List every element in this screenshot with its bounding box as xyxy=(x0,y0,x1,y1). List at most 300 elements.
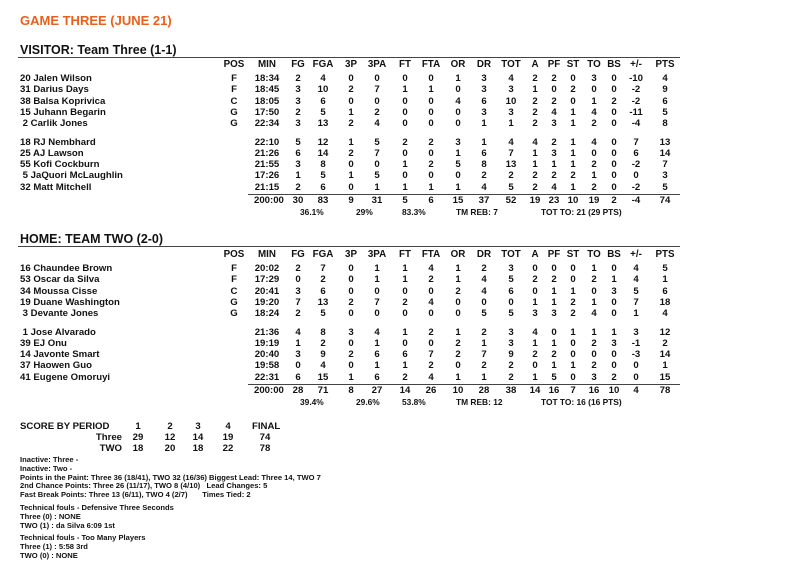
column-header: FTA xyxy=(421,249,441,260)
stat-cell: 0 xyxy=(374,159,380,171)
column-header: POS xyxy=(223,59,245,70)
stat-cell: 4 xyxy=(662,73,668,84)
stat-cell: 3 xyxy=(295,84,301,96)
stat-cell: 5 xyxy=(662,263,668,274)
note-line: Inactive: Three - xyxy=(20,455,79,464)
stat-cell: 1 xyxy=(551,360,557,372)
stat-cell: 0 xyxy=(591,349,597,361)
note-line: Three (0) : NONE xyxy=(20,511,81,521)
stat-cell: 1 xyxy=(481,371,487,383)
stat-cell: 3 xyxy=(295,349,301,361)
stat-cell: 0 xyxy=(428,308,434,320)
stat-cell: 1 xyxy=(374,181,380,193)
total-cell: 5 xyxy=(402,195,408,206)
bench-row xyxy=(0,372,800,384)
note-line: Technical fouls - Defensive Three Seconds xyxy=(20,502,174,512)
stat-cell: 8 xyxy=(662,118,668,130)
stat-cell: 6 xyxy=(295,371,301,383)
ft-percentage: 83.3% xyxy=(402,207,426,217)
stat-cell: 5 xyxy=(481,308,487,320)
stat-cell: 1 xyxy=(402,263,408,274)
stat-cell: 0 xyxy=(633,371,639,383)
stat-cell: 1 xyxy=(455,147,461,159)
starter-row xyxy=(0,96,800,108)
column-header: A xyxy=(531,249,539,260)
stat-cell: 1 xyxy=(428,181,434,193)
stat-cell: 7 xyxy=(374,147,380,159)
column-header: PTS xyxy=(655,249,675,260)
player-name: 20 Jalen Wilson xyxy=(20,73,92,84)
stat-cell: 0 xyxy=(402,285,408,297)
stat-cell: 2 xyxy=(570,296,576,308)
stat-cell: 10 xyxy=(505,95,517,107)
stat-cell: 4 xyxy=(591,308,597,320)
total-cell: 28 xyxy=(292,385,304,396)
bench-row xyxy=(0,327,800,339)
stat-cell: 2 xyxy=(611,95,617,107)
stat-cell: 1 xyxy=(551,296,557,308)
period-score: 12 xyxy=(164,432,176,443)
stat-cell: 3 xyxy=(295,95,301,107)
stat-cell: 2 xyxy=(320,337,326,349)
period-score: 20 xyxy=(164,442,176,454)
total-cell: 7 xyxy=(570,385,576,396)
stat-cell: 2 xyxy=(591,274,597,286)
stat-cell: 0 xyxy=(455,360,461,372)
stat-cell: 4 xyxy=(508,73,514,84)
period-score: 29 xyxy=(132,432,144,443)
stat-cell: 2 xyxy=(374,106,380,118)
stat-cell: 0 xyxy=(295,360,301,372)
stat-cell: 2 xyxy=(348,84,354,96)
starter-row xyxy=(0,73,800,85)
stat-cell: -2 xyxy=(631,159,641,171)
stat-cell: 5 xyxy=(662,181,668,193)
stat-cell: 0 xyxy=(402,170,408,182)
stat-cell: 1 xyxy=(570,159,576,171)
player-name: 53 Oscar da Silva xyxy=(20,274,100,286)
stat-cell: 2 xyxy=(481,170,487,182)
stat-cell: 0 xyxy=(570,337,576,349)
period-header: 4 xyxy=(225,421,231,432)
column-header: DR xyxy=(476,59,492,70)
stat-cell: 0 xyxy=(570,274,576,286)
stat-cell: 7 xyxy=(374,84,380,96)
stat-cell: 13 xyxy=(317,296,329,308)
player-name: 31 Darius Days xyxy=(20,84,89,96)
stat-cell: 1 xyxy=(532,159,538,171)
column-header: FT xyxy=(399,249,411,260)
game-notes xyxy=(20,456,321,561)
stat-cell: -3 xyxy=(631,349,641,361)
stat-cell: C xyxy=(230,285,238,297)
stat-cell: 1 xyxy=(662,274,668,286)
starter-row xyxy=(0,84,800,96)
column-header-row xyxy=(0,59,800,71)
stat-cell: 0 xyxy=(374,285,380,297)
stat-cell: 7 xyxy=(374,296,380,308)
stat-cell: 1 xyxy=(532,84,538,96)
bench-row xyxy=(0,338,800,350)
column-header: MIN xyxy=(258,59,276,70)
stat-cell: 4 xyxy=(428,296,434,308)
starter-row xyxy=(0,263,800,275)
stat-cell: 0 xyxy=(611,147,617,159)
stat-cell: 2 xyxy=(551,274,557,286)
ft-percentage: 53.8% xyxy=(402,397,426,407)
score-team-name: Three xyxy=(95,432,122,443)
stat-cell: 1 xyxy=(591,170,597,182)
stat-cell: 0 xyxy=(611,181,617,193)
stat-cell: 6 xyxy=(481,95,487,107)
player-name: 55 Kofi Cockburn xyxy=(20,159,100,171)
stat-cell: 6 xyxy=(320,95,326,107)
stat-cell: 4 xyxy=(374,326,380,338)
stat-cell: 1 xyxy=(455,263,461,274)
player-name: 15 Juhann Begarin xyxy=(20,106,106,118)
stat-cell: 9 xyxy=(662,84,668,96)
stat-cell: 0 xyxy=(633,170,639,182)
period-score: 14 xyxy=(192,432,204,443)
stat-cell: 4 xyxy=(551,106,557,118)
stat-cell: 4 xyxy=(633,263,639,274)
stat-cell: 1 xyxy=(428,84,434,96)
stat-cell: 12 xyxy=(659,326,671,338)
stat-cell: 0 xyxy=(611,170,617,182)
stat-cell: F xyxy=(231,73,237,84)
stat-cell: 1 xyxy=(455,274,461,286)
column-header: PF xyxy=(547,249,561,260)
stat-cell: 1 xyxy=(348,106,354,118)
visitor-heading: VISITOR: Team Three (1-1) xyxy=(20,43,177,57)
total-turnovers: TOT TO: 21 (29 PTS) xyxy=(541,207,622,217)
final-score: 74 xyxy=(259,432,271,443)
stat-cell: 2 xyxy=(551,136,557,148)
stat-cell: 2 xyxy=(481,326,487,338)
stat-cell: 2 xyxy=(662,337,668,349)
stat-cell: 1 xyxy=(591,263,597,274)
fg-percentage: 39.4% xyxy=(300,397,324,407)
column-header: +/- xyxy=(630,59,642,70)
stat-cell: 1 xyxy=(348,371,354,383)
stat-cell: 2 xyxy=(428,360,434,372)
stat-cell: 7 xyxy=(633,136,639,148)
stat-cell: 2 xyxy=(591,181,597,193)
total-cell: 16 xyxy=(548,385,560,396)
stat-cell: 0 xyxy=(611,84,617,96)
stat-cell: 7 xyxy=(295,296,301,308)
total-cell: 52 xyxy=(505,195,517,206)
stat-cell: 0 xyxy=(570,371,576,383)
note-line: 2nd Chance Points: Three 26 (11/17), TWO 8 (4/10) Lead Changes: 5 xyxy=(20,481,268,491)
stat-cell: 2 xyxy=(532,274,538,286)
total-cell: 27 xyxy=(371,385,383,396)
period-score: 22 xyxy=(222,442,234,454)
stat-cell: 7 xyxy=(481,349,487,361)
stat-cell: 6 xyxy=(508,285,514,297)
stat-cell: 0 xyxy=(348,337,354,349)
team-rebounds: TM REB: 12 xyxy=(456,397,503,407)
stat-cell: 6 xyxy=(374,349,380,361)
stat-cell: 0 xyxy=(428,337,434,349)
stat-cell: 0 xyxy=(402,73,408,84)
total-cell: 10 xyxy=(567,195,579,206)
stat-cell: 3 xyxy=(662,170,668,182)
total-cell: 4 xyxy=(633,385,639,396)
total-cell: -4 xyxy=(631,195,641,206)
total-cell: 15 xyxy=(452,195,464,206)
stat-cell: -2 xyxy=(631,181,641,193)
stat-cell: 2 xyxy=(295,308,301,320)
total-cell: 6 xyxy=(428,195,434,206)
stat-cell: 1 xyxy=(570,181,576,193)
stat-cell: 0 xyxy=(508,296,514,308)
stat-cell: 5 xyxy=(320,308,326,320)
total-cell: 26 xyxy=(425,385,437,396)
column-header: 3PA xyxy=(367,249,387,260)
total-cell: 14 xyxy=(399,385,411,396)
player-name: 1 Jose Alvarado xyxy=(20,326,96,338)
stat-cell: 2 xyxy=(428,326,434,338)
total-cell: 14 xyxy=(529,385,541,396)
stat-cell: 2 xyxy=(428,274,434,286)
stat-cell: 2 xyxy=(508,170,514,182)
stat-cell: 0 xyxy=(295,274,301,286)
total-cell: 200:00 xyxy=(254,195,284,206)
stat-cell: 4 xyxy=(428,371,434,383)
stat-cell: 0 xyxy=(428,285,434,297)
stat-cell: 4 xyxy=(428,263,434,274)
stat-cell: 17:50 xyxy=(254,106,280,118)
stat-cell: 0 xyxy=(428,118,434,130)
stat-cell: 1 xyxy=(402,159,408,171)
total-cell: 28 xyxy=(478,385,490,396)
player-name: 38 Balsa Koprivica xyxy=(20,95,106,107)
stat-cell: 1 xyxy=(348,170,354,182)
stat-cell: 0 xyxy=(428,170,434,182)
player-name: 3 Devante Jones xyxy=(20,308,99,320)
stat-cell: 1 xyxy=(481,337,487,349)
stat-cell: 1 xyxy=(570,118,576,130)
stat-cell: 1 xyxy=(532,147,538,159)
stat-cell: 3 xyxy=(551,308,557,320)
stat-cell: 2 xyxy=(551,349,557,361)
stat-cell: 8 xyxy=(320,326,326,338)
period-header: 3 xyxy=(195,421,201,432)
player-name: 34 Moussa Cisse xyxy=(20,285,98,297)
note-line: Technical fouls - Too Many Players xyxy=(20,533,146,543)
stat-cell: 7 xyxy=(428,349,434,361)
stat-cell: 1 xyxy=(570,106,576,118)
total-cell: 16 xyxy=(588,385,600,396)
column-header: TO xyxy=(587,249,601,260)
stat-cell: 1 xyxy=(455,181,461,193)
stat-cell: 2 xyxy=(551,95,557,107)
stat-cell: 3 xyxy=(348,326,354,338)
stat-cell: 1 xyxy=(570,285,576,297)
stat-cell: 0 xyxy=(532,285,538,297)
bench-row xyxy=(0,360,800,372)
stat-cell: 1 xyxy=(374,337,380,349)
stat-cell: 2 xyxy=(320,274,326,286)
column-header-row xyxy=(0,249,800,261)
stat-cell: 2 xyxy=(508,371,514,383)
player-name: 2 Carlik Jones xyxy=(20,118,88,130)
stat-cell: 8 xyxy=(320,159,326,171)
stat-cell: 0 xyxy=(551,84,557,96)
total-cell: 10 xyxy=(608,385,620,396)
column-header: FG xyxy=(291,249,305,260)
stat-cell: 2 xyxy=(532,95,538,107)
stat-cell: 0 xyxy=(455,308,461,320)
stat-cell: 0 xyxy=(402,95,408,107)
column-header: FT xyxy=(399,59,411,70)
stat-cell: 20:41 xyxy=(254,285,280,297)
stat-cell: 21:26 xyxy=(254,147,280,159)
stat-cell: 2 xyxy=(591,118,597,130)
stat-cell: 1 xyxy=(570,360,576,372)
player-name: 32 Matt Mitchell xyxy=(20,181,92,193)
column-header: OR xyxy=(450,59,466,70)
stat-cell: F xyxy=(231,263,237,274)
stat-cell: F xyxy=(231,84,237,96)
stat-cell: 14 xyxy=(659,147,671,159)
stat-cell: 0 xyxy=(570,349,576,361)
stat-cell: 0 xyxy=(374,308,380,320)
stat-cell: 1 xyxy=(662,360,668,372)
stat-cell: 1 xyxy=(455,371,461,383)
note-line: Inactive: Two - xyxy=(20,463,73,473)
stat-cell: 1 xyxy=(570,136,576,148)
stat-cell: 0 xyxy=(611,106,617,118)
stat-cell: 1 xyxy=(532,371,538,383)
stat-cell: 18 xyxy=(659,296,671,308)
column-header: ST xyxy=(566,249,580,260)
stat-cell: 4 xyxy=(508,136,514,148)
player-name: 14 Javonte Smart xyxy=(20,349,100,361)
final-score: 78 xyxy=(259,442,271,454)
stat-cell: 4 xyxy=(591,106,597,118)
stat-cell: 2 xyxy=(570,308,576,320)
stat-cell: 17:29 xyxy=(254,274,280,286)
stat-cell: G xyxy=(230,296,238,308)
game-title: GAME THREE (JUNE 21) xyxy=(20,13,172,28)
stat-cell: 7 xyxy=(508,147,514,159)
column-header: BS xyxy=(607,59,621,70)
stat-cell: 3 xyxy=(508,337,514,349)
stat-cell: -10 xyxy=(629,73,643,84)
stat-cell: 2 xyxy=(348,349,354,361)
column-header: MIN xyxy=(258,249,276,260)
stat-cell: 3 xyxy=(508,326,514,338)
stat-cell: 2 xyxy=(532,170,538,182)
period-score: 18 xyxy=(192,442,204,454)
stat-cell: 21:36 xyxy=(254,326,280,338)
stat-cell: 0 xyxy=(611,308,617,320)
stat-cell: 2 xyxy=(428,136,434,148)
stat-cell: 2 xyxy=(532,181,538,193)
stat-cell: 1 xyxy=(455,326,461,338)
stat-cell: 0 xyxy=(611,349,617,361)
player-name: 5 JaQuori McLaughlin xyxy=(20,170,123,182)
total-cell: 8 xyxy=(348,385,354,396)
stat-cell: 1 xyxy=(551,337,557,349)
stat-cell: 13 xyxy=(659,136,671,148)
stat-cell: 4 xyxy=(662,308,668,320)
stat-cell: 7 xyxy=(662,159,668,171)
stat-cell: 2 xyxy=(591,337,597,349)
stat-cell: 4 xyxy=(481,285,487,297)
stat-cell: 20:40 xyxy=(254,349,280,361)
stat-cell: 4 xyxy=(591,136,597,148)
starter-row xyxy=(0,118,800,130)
stat-cell: 0 xyxy=(591,147,597,159)
stat-cell: 4 xyxy=(481,274,487,286)
stat-cell: 0 xyxy=(611,263,617,274)
stat-cell: 7 xyxy=(633,296,639,308)
stat-cell: 4 xyxy=(551,181,557,193)
stat-cell: 0 xyxy=(455,170,461,182)
stat-cell: 2 xyxy=(455,349,461,361)
stat-cell: 1 xyxy=(481,136,487,148)
stat-cell: 2 xyxy=(295,106,301,118)
stat-cell: 0 xyxy=(551,326,557,338)
stat-cell: 8 xyxy=(481,159,487,171)
stat-cell: 18:24 xyxy=(254,308,280,320)
stat-cell: 5 xyxy=(374,170,380,182)
stat-cell: 0 xyxy=(348,181,354,193)
stat-cell: 0 xyxy=(455,84,461,96)
player-name: 18 RJ Nembhard xyxy=(20,136,96,148)
stat-cell: 1 xyxy=(591,326,597,338)
stat-cell: 0 xyxy=(455,106,461,118)
total-cell: 23 xyxy=(548,195,560,206)
stat-cell: 2 xyxy=(402,296,408,308)
stat-cell: 5 xyxy=(633,285,639,297)
stat-cell: 5 xyxy=(455,159,461,171)
stat-cell: 0 xyxy=(611,73,617,84)
stat-cell: 0 xyxy=(611,118,617,130)
stat-cell: 3 xyxy=(591,371,597,383)
stat-cell: 6 xyxy=(662,95,668,107)
stat-cell: 2 xyxy=(295,181,301,193)
stat-cell: 1 xyxy=(295,337,301,349)
stat-cell: 6 xyxy=(633,147,639,159)
stat-cell: 13 xyxy=(505,159,517,171)
stat-cell: 0 xyxy=(551,263,557,274)
stat-cell: 2 xyxy=(295,263,301,274)
final-header: FINAL xyxy=(252,421,281,432)
stat-cell: 3 xyxy=(532,308,538,320)
stat-cell: 2 xyxy=(591,159,597,171)
stat-cell: 0 xyxy=(402,147,408,159)
column-header: 3P xyxy=(345,249,357,260)
stat-cell: 0 xyxy=(481,296,487,308)
stat-cell: 13 xyxy=(317,118,329,130)
stat-cell: 20:02 xyxy=(254,263,280,274)
starter-row xyxy=(0,308,800,320)
stat-cell: 2 xyxy=(611,371,617,383)
home-heading: HOME: TEAM TWO (2-0) xyxy=(20,232,164,246)
stat-cell: 6 xyxy=(481,147,487,159)
period-score: 18 xyxy=(132,442,144,454)
stat-cell: 4 xyxy=(481,181,487,193)
stat-cell: G xyxy=(230,106,238,118)
bench-row xyxy=(0,349,800,361)
stat-cell: 2 xyxy=(532,118,538,130)
stat-cell: 4 xyxy=(455,95,461,107)
stat-cell: 10 xyxy=(317,84,329,96)
